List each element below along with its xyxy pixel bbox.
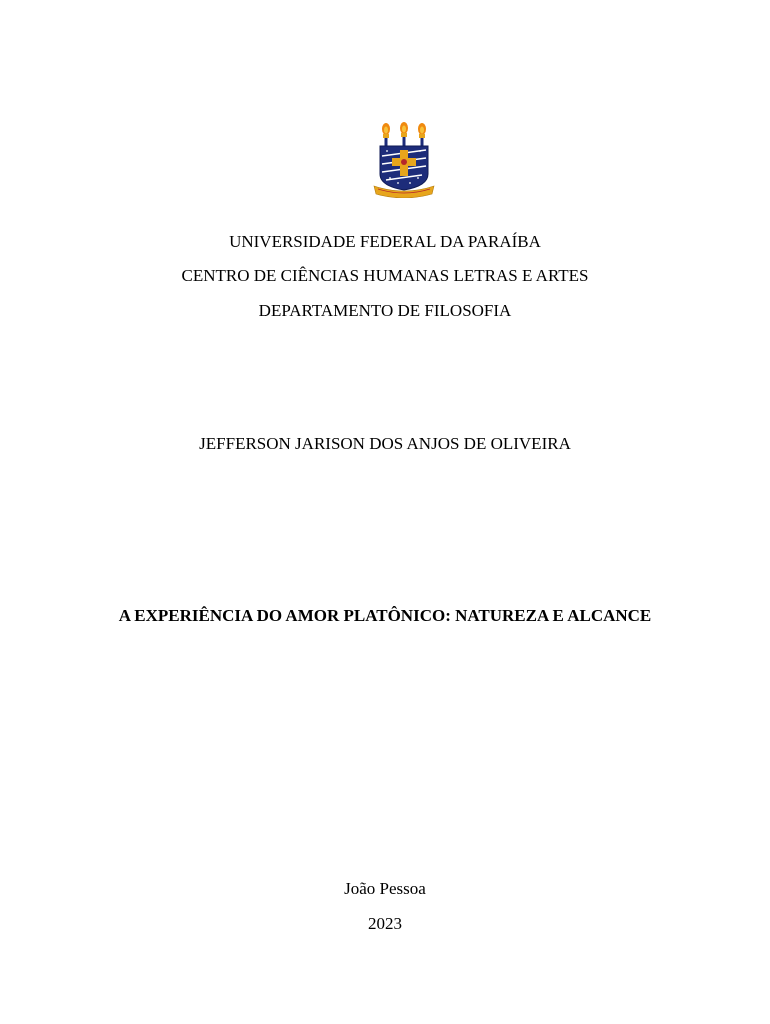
center-name: CENTRO DE CIÊNCIAS HUMANAS LETRAS E ARTES xyxy=(181,266,589,285)
year: 2023 xyxy=(368,914,402,933)
thesis-title: A EXPERIÊNCIA DO AMOR PLATÔNICO: NATUREZA E ALCANCE xyxy=(118,606,652,625)
torch-icon-center xyxy=(400,122,408,148)
torch-icon-left xyxy=(382,123,390,148)
author-name: JEFFERSON JARISON DOS ANJOS DE OLIVEIRA xyxy=(199,434,571,453)
shield-icon xyxy=(380,146,428,190)
torch-icon-right xyxy=(418,123,426,148)
institution-name: UNIVERSIDADE FEDERAL DA PARAÍBA xyxy=(229,232,541,251)
university-coat-of-arms-icon xyxy=(372,120,436,198)
department-name: DEPARTAMENTO DE FILOSOFIA xyxy=(258,301,512,320)
city: João Pessoa xyxy=(344,879,426,898)
